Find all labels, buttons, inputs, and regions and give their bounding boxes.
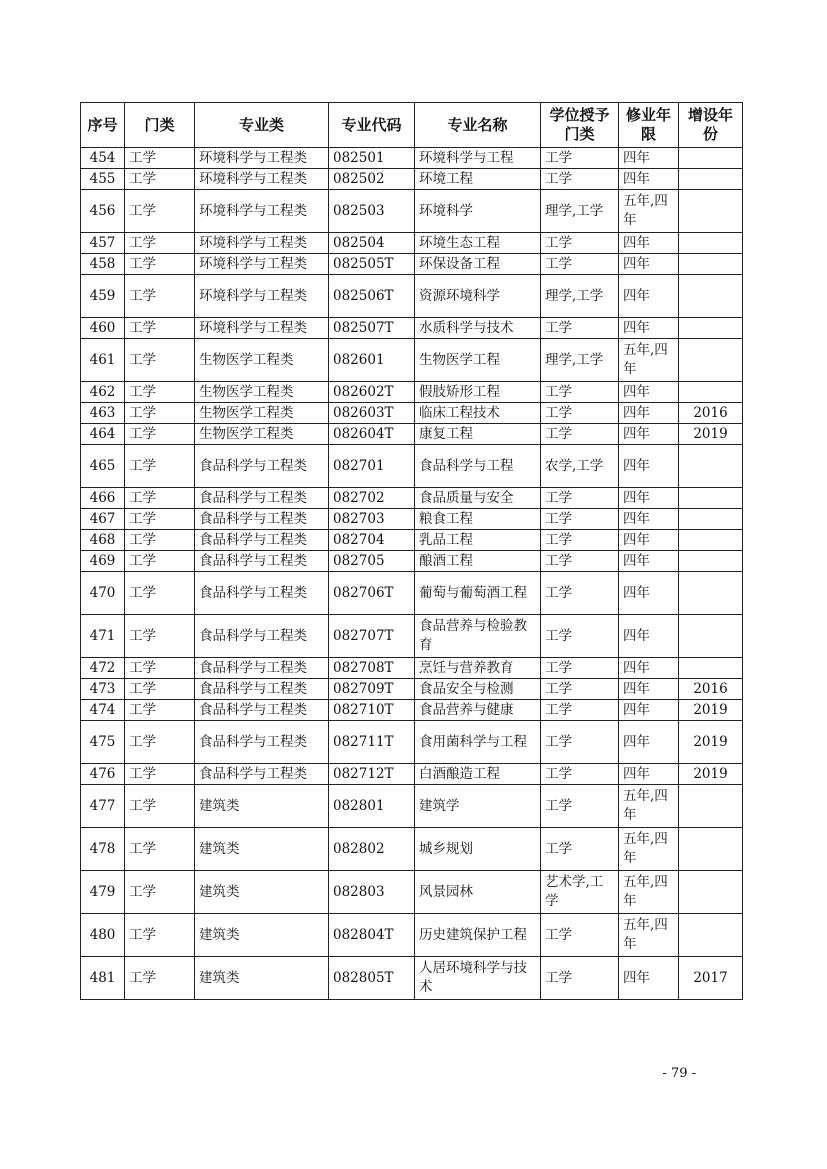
table-row [81, 679, 743, 700]
cell-code: 082803 [329, 871, 415, 914]
cell-category: 工学 [125, 828, 195, 871]
cell-name: 食品科学与工程 [415, 445, 541, 488]
cell-category: 工学 [125, 403, 195, 424]
cell-class: 环境科学与工程类 [195, 275, 329, 318]
cell-degree: 工学 [541, 721, 619, 764]
cell-category: 工学 [125, 721, 195, 764]
cell-added [679, 382, 743, 403]
header-class: 专业类 [195, 103, 329, 148]
table-row [81, 785, 743, 828]
cell-degree: 理学,工学 [541, 275, 619, 318]
table-row [81, 445, 743, 488]
cell-name: 酿酒工程 [415, 551, 541, 572]
cell-class: 建筑类 [195, 828, 329, 871]
page-number: - 79 - [662, 1066, 696, 1081]
cell-added [679, 445, 743, 488]
table-row [81, 403, 743, 424]
cell-code: 082704 [329, 530, 415, 551]
cell-class: 食品科学与工程类 [195, 445, 329, 488]
cell-category: 工学 [125, 382, 195, 403]
table-row [81, 318, 743, 339]
cell-code: 082602T [329, 382, 415, 403]
table-row [81, 488, 743, 509]
cell-class: 环境科学与工程类 [195, 254, 329, 275]
cell-code: 082801 [329, 785, 415, 828]
cell-years: 四年 [619, 721, 679, 764]
cell-seq: 477 [81, 785, 125, 828]
table-row [81, 957, 743, 1000]
cell-code: 082804T [329, 914, 415, 957]
cell-degree: 工学 [541, 764, 619, 785]
cell-name: 临床工程技术 [415, 403, 541, 424]
cell-degree: 工学 [541, 488, 619, 509]
cell-added [679, 339, 743, 382]
cell-seq: 460 [81, 318, 125, 339]
table-header-row [81, 103, 743, 148]
cell-name: 城乡规划 [415, 828, 541, 871]
cell-class: 建筑类 [195, 871, 329, 914]
cell-degree: 工学 [541, 615, 619, 658]
cell-degree: 工学 [541, 914, 619, 957]
cell-code: 082805T [329, 957, 415, 1000]
cell-code: 082711T [329, 721, 415, 764]
cell-added [679, 275, 743, 318]
cell-added: 2016 [679, 679, 743, 700]
cell-category: 工学 [125, 190, 195, 233]
major-catalog-table [80, 102, 743, 1000]
table-row [81, 828, 743, 871]
cell-class: 食品科学与工程类 [195, 572, 329, 615]
cell-code: 082709T [329, 679, 415, 700]
cell-class: 食品科学与工程类 [195, 615, 329, 658]
cell-code: 082707T [329, 615, 415, 658]
cell-added: 2019 [679, 721, 743, 764]
cell-seq: 472 [81, 658, 125, 679]
cell-seq: 457 [81, 233, 125, 254]
cell-degree: 工学 [541, 318, 619, 339]
cell-class: 环境科学与工程类 [195, 233, 329, 254]
cell-category: 工学 [125, 148, 195, 169]
cell-class: 食品科学与工程类 [195, 721, 329, 764]
header-degree: 学位授予门类 [541, 103, 619, 148]
cell-category: 工学 [125, 424, 195, 445]
cell-class: 食品科学与工程类 [195, 509, 329, 530]
cell-degree: 工学 [541, 254, 619, 275]
cell-years: 五年,四年 [619, 190, 679, 233]
cell-code: 082502 [329, 169, 415, 190]
cell-category: 工学 [125, 233, 195, 254]
cell-name: 生物医学工程 [415, 339, 541, 382]
table-row [81, 254, 743, 275]
cell-years: 四年 [619, 679, 679, 700]
cell-category: 工学 [125, 339, 195, 382]
cell-category: 工学 [125, 488, 195, 509]
cell-seq: 474 [81, 700, 125, 721]
cell-class: 食品科学与工程类 [195, 658, 329, 679]
cell-name: 假肢矫形工程 [415, 382, 541, 403]
cell-added [679, 914, 743, 957]
cell-added [679, 254, 743, 275]
cell-years: 四年 [619, 318, 679, 339]
cell-name: 人居环境科学与技术 [415, 957, 541, 1000]
cell-years: 四年 [619, 403, 679, 424]
cell-degree: 理学,工学 [541, 190, 619, 233]
cell-years: 四年 [619, 254, 679, 275]
cell-name: 烹饪与营养教育 [415, 658, 541, 679]
cell-seq: 481 [81, 957, 125, 1000]
cell-code: 082712T [329, 764, 415, 785]
cell-years: 四年 [619, 445, 679, 488]
cell-code: 082802 [329, 828, 415, 871]
cell-name: 环境工程 [415, 169, 541, 190]
cell-name: 水质科学与技术 [415, 318, 541, 339]
cell-class: 环境科学与工程类 [195, 148, 329, 169]
table-row [81, 424, 743, 445]
cell-category: 工学 [125, 700, 195, 721]
cell-degree: 工学 [541, 957, 619, 1000]
header-added: 增设年份 [679, 103, 743, 148]
cell-name: 食品安全与检测 [415, 679, 541, 700]
cell-name: 历史建筑保护工程 [415, 914, 541, 957]
cell-code: 082501 [329, 148, 415, 169]
cell-added [679, 551, 743, 572]
cell-class: 建筑类 [195, 785, 329, 828]
cell-years: 四年 [619, 509, 679, 530]
cell-seq: 458 [81, 254, 125, 275]
cell-name: 环保设备工程 [415, 254, 541, 275]
cell-category: 工学 [125, 254, 195, 275]
cell-code: 082604T [329, 424, 415, 445]
cell-degree: 农学,工学 [541, 445, 619, 488]
cell-seq: 476 [81, 764, 125, 785]
cell-code: 082705 [329, 551, 415, 572]
header-years: 修业年限 [619, 103, 679, 148]
cell-name: 食品营养与健康 [415, 700, 541, 721]
cell-category: 工学 [125, 914, 195, 957]
cell-years: 四年 [619, 700, 679, 721]
cell-years: 四年 [619, 615, 679, 658]
cell-class: 食品科学与工程类 [195, 551, 329, 572]
cell-code: 082702 [329, 488, 415, 509]
cell-name: 食品营养与检验教育 [415, 615, 541, 658]
cell-years: 四年 [619, 148, 679, 169]
cell-seq: 467 [81, 509, 125, 530]
cell-name: 粮食工程 [415, 509, 541, 530]
cell-added [679, 871, 743, 914]
table-row [81, 764, 743, 785]
cell-added [679, 318, 743, 339]
header-name: 专业名称 [415, 103, 541, 148]
cell-code: 082505T [329, 254, 415, 275]
cell-seq: 480 [81, 914, 125, 957]
cell-category: 工学 [125, 275, 195, 318]
cell-code: 082706T [329, 572, 415, 615]
table-row [81, 572, 743, 615]
table-row [81, 615, 743, 658]
cell-degree: 工学 [541, 148, 619, 169]
cell-class: 环境科学与工程类 [195, 190, 329, 233]
cell-code: 082601 [329, 339, 415, 382]
cell-class: 食品科学与工程类 [195, 530, 329, 551]
cell-seq: 464 [81, 424, 125, 445]
cell-name: 风景园林 [415, 871, 541, 914]
cell-degree: 工学 [541, 169, 619, 190]
cell-name: 资源环境科学 [415, 275, 541, 318]
table-row [81, 169, 743, 190]
cell-years: 五年,四年 [619, 871, 679, 914]
cell-class: 环境科学与工程类 [195, 169, 329, 190]
cell-seq: 456 [81, 190, 125, 233]
cell-added [679, 488, 743, 509]
cell-years: 四年 [619, 275, 679, 318]
cell-added [679, 190, 743, 233]
cell-category: 工学 [125, 615, 195, 658]
cell-name: 建筑学 [415, 785, 541, 828]
cell-degree: 工学 [541, 233, 619, 254]
cell-name: 食品质量与安全 [415, 488, 541, 509]
cell-years: 四年 [619, 233, 679, 254]
cell-class: 生物医学工程类 [195, 339, 329, 382]
cell-code: 082701 [329, 445, 415, 488]
cell-seq: 475 [81, 721, 125, 764]
cell-degree: 艺术学,工学 [541, 871, 619, 914]
header-code: 专业代码 [329, 103, 415, 148]
cell-added [679, 169, 743, 190]
cell-code: 082507T [329, 318, 415, 339]
cell-code: 082708T [329, 658, 415, 679]
cell-category: 工学 [125, 551, 195, 572]
cell-category: 工学 [125, 509, 195, 530]
cell-seq: 465 [81, 445, 125, 488]
table-row [81, 509, 743, 530]
cell-added: 2019 [679, 424, 743, 445]
cell-category: 工学 [125, 679, 195, 700]
cell-seq: 479 [81, 871, 125, 914]
cell-added [679, 509, 743, 530]
cell-seq: 478 [81, 828, 125, 871]
cell-class: 建筑类 [195, 957, 329, 1000]
table-row [81, 530, 743, 551]
cell-years: 四年 [619, 382, 679, 403]
cell-category: 工学 [125, 871, 195, 914]
cell-category: 工学 [125, 957, 195, 1000]
cell-category: 工学 [125, 530, 195, 551]
cell-degree: 工学 [541, 530, 619, 551]
table-row [81, 658, 743, 679]
cell-seq: 469 [81, 551, 125, 572]
cell-years: 四年 [619, 169, 679, 190]
cell-years: 五年,四年 [619, 785, 679, 828]
cell-degree: 工学 [541, 572, 619, 615]
cell-class: 生物医学工程类 [195, 424, 329, 445]
cell-degree: 工学 [541, 658, 619, 679]
cell-class: 食品科学与工程类 [195, 488, 329, 509]
cell-added [679, 658, 743, 679]
cell-degree: 理学,工学 [541, 339, 619, 382]
cell-seq: 466 [81, 488, 125, 509]
cell-class: 食品科学与工程类 [195, 700, 329, 721]
cell-added [679, 148, 743, 169]
cell-category: 工学 [125, 572, 195, 615]
cell-category: 工学 [125, 785, 195, 828]
table-row [81, 339, 743, 382]
cell-added [679, 530, 743, 551]
cell-degree: 工学 [541, 509, 619, 530]
cell-code: 082710T [329, 700, 415, 721]
table-row [81, 721, 743, 764]
cell-seq: 463 [81, 403, 125, 424]
cell-code: 082503 [329, 190, 415, 233]
cell-years: 四年 [619, 957, 679, 1000]
cell-class: 环境科学与工程类 [195, 318, 329, 339]
table-row [81, 148, 743, 169]
cell-years: 四年 [619, 764, 679, 785]
table-row [81, 700, 743, 721]
table-row [81, 914, 743, 957]
cell-name: 乳品工程 [415, 530, 541, 551]
cell-years: 四年 [619, 530, 679, 551]
cell-class: 食品科学与工程类 [195, 764, 329, 785]
cell-name: 白酒酿造工程 [415, 764, 541, 785]
header-category: 门类 [125, 103, 195, 148]
cell-class: 生物医学工程类 [195, 403, 329, 424]
cell-name: 环境生态工程 [415, 233, 541, 254]
cell-added: 2017 [679, 957, 743, 1000]
table-body [81, 148, 743, 1000]
cell-code: 082603T [329, 403, 415, 424]
cell-category: 工学 [125, 658, 195, 679]
cell-degree: 工学 [541, 382, 619, 403]
cell-years: 四年 [619, 424, 679, 445]
table-row [81, 551, 743, 572]
cell-years: 四年 [619, 488, 679, 509]
cell-seq: 468 [81, 530, 125, 551]
cell-class: 建筑类 [195, 914, 329, 957]
cell-class: 食品科学与工程类 [195, 679, 329, 700]
cell-name: 食用菌科学与工程 [415, 721, 541, 764]
cell-seq: 454 [81, 148, 125, 169]
table-row [81, 233, 743, 254]
cell-years: 五年,四年 [619, 339, 679, 382]
cell-name: 康复工程 [415, 424, 541, 445]
cell-added [679, 828, 743, 871]
cell-degree: 工学 [541, 551, 619, 572]
cell-seq: 455 [81, 169, 125, 190]
cell-name: 葡萄与葡萄酒工程 [415, 572, 541, 615]
cell-seq: 470 [81, 572, 125, 615]
cell-degree: 工学 [541, 828, 619, 871]
cell-name: 环境科学 [415, 190, 541, 233]
cell-code: 082506T [329, 275, 415, 318]
cell-added [679, 233, 743, 254]
cell-years: 四年 [619, 551, 679, 572]
cell-name: 环境科学与工程 [415, 148, 541, 169]
cell-category: 工学 [125, 764, 195, 785]
cell-years: 四年 [619, 572, 679, 615]
cell-seq: 459 [81, 275, 125, 318]
cell-class: 生物医学工程类 [195, 382, 329, 403]
header-seq: 序号 [81, 103, 125, 148]
cell-seq: 461 [81, 339, 125, 382]
cell-code: 082504 [329, 233, 415, 254]
cell-added: 2019 [679, 764, 743, 785]
cell-added [679, 572, 743, 615]
cell-degree: 工学 [541, 679, 619, 700]
table-row [81, 871, 743, 914]
cell-category: 工学 [125, 445, 195, 488]
cell-degree: 工学 [541, 424, 619, 445]
cell-added: 2019 [679, 700, 743, 721]
cell-years: 四年 [619, 658, 679, 679]
cell-seq: 473 [81, 679, 125, 700]
table-row [81, 382, 743, 403]
cell-degree: 工学 [541, 785, 619, 828]
table-row [81, 190, 743, 233]
cell-added: 2016 [679, 403, 743, 424]
cell-years: 五年,四年 [619, 828, 679, 871]
cell-category: 工学 [125, 169, 195, 190]
cell-degree: 工学 [541, 700, 619, 721]
cell-code: 082703 [329, 509, 415, 530]
cell-years: 五年,四年 [619, 914, 679, 957]
cell-added [679, 615, 743, 658]
cell-added [679, 785, 743, 828]
table-row [81, 275, 743, 318]
cell-seq: 471 [81, 615, 125, 658]
cell-degree: 工学 [541, 403, 619, 424]
cell-seq: 462 [81, 382, 125, 403]
cell-category: 工学 [125, 318, 195, 339]
